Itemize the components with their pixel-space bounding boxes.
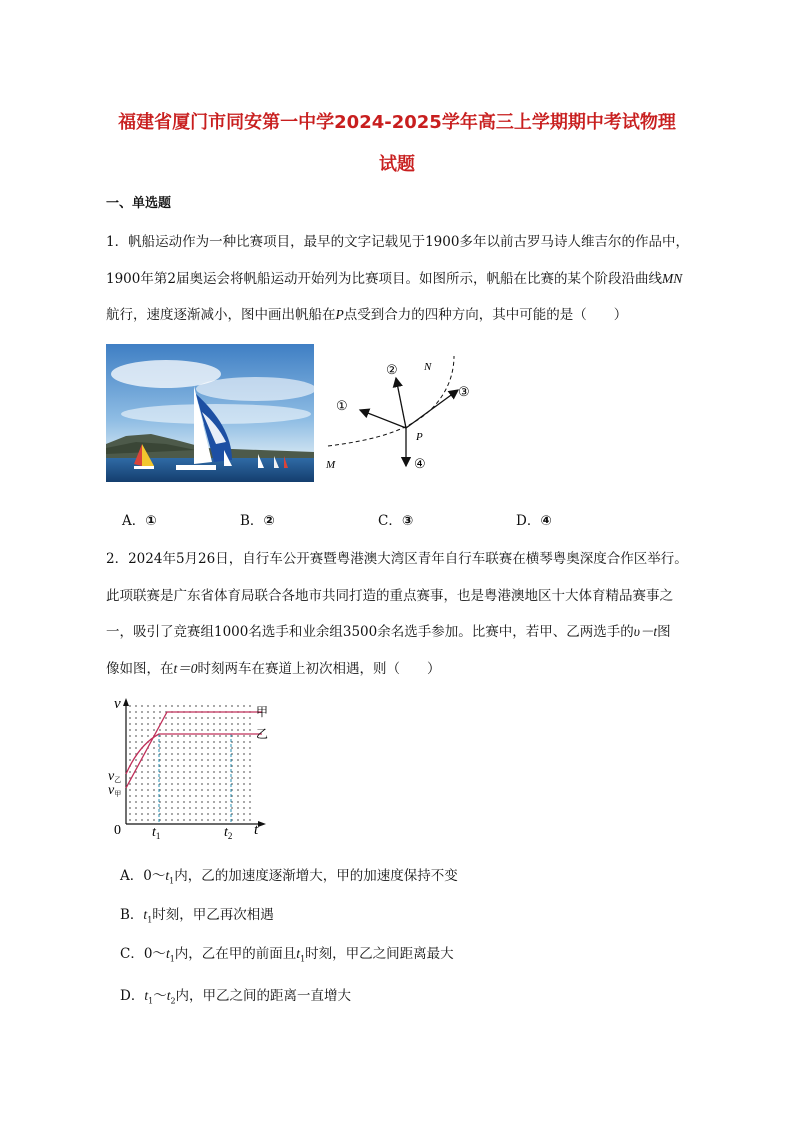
arrow-1-label: ① [336,398,348,413]
section-heading-single-choice: 一、单选题 [106,196,172,211]
vt-graph [104,692,274,842]
force-direction-figure [320,344,490,484]
force-arrow-1 [360,410,406,428]
curve-yi [126,734,262,774]
q2-option-c[interactable]: C．$0\sim t_1$内，乙在甲的前面且$t_1$时刻，甲乙之间距离最大 [120,946,454,964]
jia-curve-label: 甲 [256,705,269,719]
q2-text-line4-a: 像如图，在 [106,661,174,677]
q1-option-b[interactable]: B．② [240,513,275,529]
q2-option-b[interactable]: B．$t_1$时刻，甲乙再次相遇 [120,907,274,925]
sailboat-photo [106,344,314,482]
q2-option-a[interactable]: A．$0\sim t_1$内，乙的加速度逐渐增大，甲的加速度保持不变 [120,868,458,886]
q2-text-line1: 2．2024年5月26日，自行车公开赛暨粤港澳大湾区青年自行车联赛在横琴粤奥深度合作区举行。 [106,551,688,567]
q1-option-a[interactable]: A．① [122,513,157,529]
document-title: 福建省厦门市同安第一中学2024-2025学年高三上学期期中考试物理 [118,112,676,133]
axis-t-label: t [254,822,259,838]
q1-text-line3-c: 点受到合力的四种方向，其中可能的是（ ） [343,307,628,323]
q1-text-line2-main: 1900年第2届奥运会将帆船运动开始列为比赛项目。如图所示，帆船在比赛的某个阶段沿曲线 [106,271,662,287]
v-jia-label: v甲 [108,783,122,798]
vt-label: υ－t [633,624,658,639]
t-zero-label: t＝0 [173,661,198,676]
axis-v-label: v [114,696,121,712]
point-p-figure-label: P [416,431,423,443]
q1-text-line1: 1．帆船运动作为一种比赛项目，最早的文字记载见于1900多年以前古罗马诗人维吉尔的作品中， [106,234,689,250]
document-title-continued: 试题 [379,154,415,175]
yi-curve-label: 乙 [256,727,269,741]
arrow-2-label: ② [386,362,398,377]
q2-text-line4 [106,657,441,677]
q1-text-line2 [106,267,682,287]
arrow-3-label: ③ [458,384,470,399]
q2-option-d[interactable]: D．$t_1\sim t_2$内，甲乙之间的距离一直增大 [120,988,352,1006]
q2-text-line3-a: 一，吸引了竞赛组1000名选手和业余组3500余名选手参加。比赛中，若甲、乙两选手的 [106,624,634,640]
q1-option-c[interactable]: C．③ [378,513,414,529]
q2-text-line4-c: 时刻两车在赛道上初次相遇，则（ ） [197,661,441,677]
graph-dot-grid [129,705,251,821]
arrow-4-label: ④ [414,456,426,471]
q1-text-line3 [106,303,627,323]
v-yi-label: v乙 [108,769,122,784]
q1-text-line3-a: 航行，速度逐渐减小，图中画出帆船在 [106,307,336,323]
point-p-label: P [335,307,344,322]
point-m-label: M [326,459,336,471]
q2-text-line2: 此项联赛是广东省体育局联合各地市共同打造的重点赛事，也是粤港澳地区十大体育精品赛事之 [106,588,673,604]
origin-label: 0 [114,823,121,838]
q2-text-line3 [106,620,671,640]
t2-label: $t_2$ [224,825,233,841]
force-arrow-2 [396,378,406,428]
q1-option-d[interactable]: D．④ [516,513,552,529]
point-n-label: N [424,361,432,373]
line-jia [126,712,262,788]
curve-mn-label: MN [661,271,683,286]
q2-text-line3-c: 图 [657,624,671,640]
t1-label: $t_1$ [152,825,161,841]
force-arrow-3 [406,390,458,428]
